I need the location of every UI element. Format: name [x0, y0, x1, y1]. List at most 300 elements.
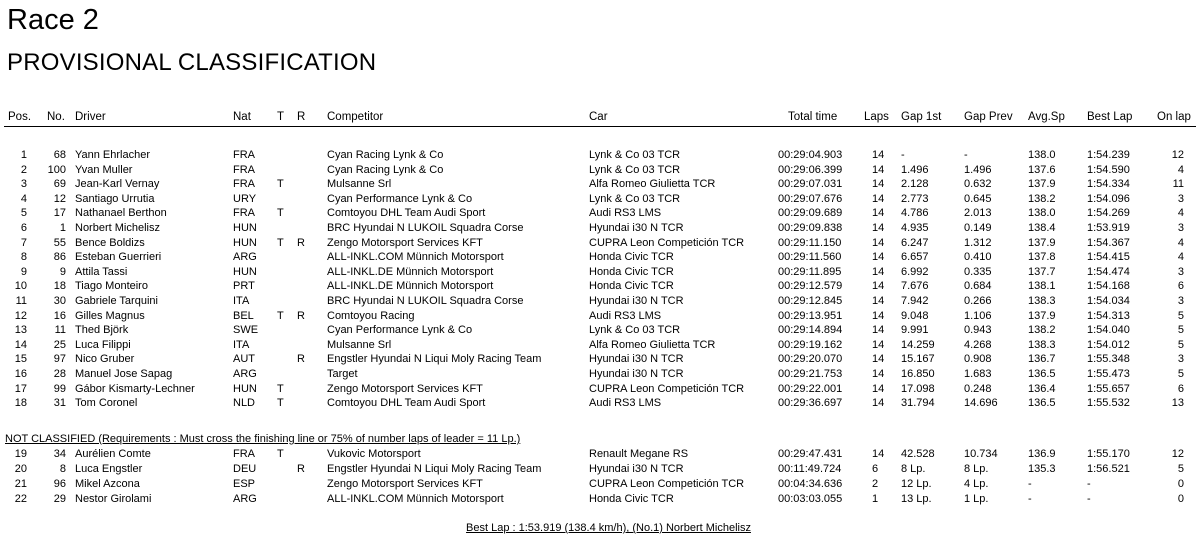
cell-avg-sp: 137.9: [1028, 309, 1056, 322]
cell-nat: AUT: [233, 353, 255, 366]
cell-driver: Bence Boldizs: [75, 236, 145, 249]
cell-pos: 6: [20, 222, 27, 234]
cell-no: 68: [53, 149, 66, 161]
cell-best-lap: 1:54.040: [1087, 324, 1130, 337]
cell-avg-sp: 137.7: [1028, 265, 1056, 278]
cell-laps: 14: [872, 207, 885, 220]
col-header-best-lap: Best Lap: [1087, 111, 1133, 123]
cell-laps: 14: [872, 353, 885, 366]
cell-no: 29: [53, 493, 66, 505]
cell-car: Hyundai i30 N TCR: [589, 463, 684, 475]
table-row: [0, 177, 1200, 192]
cell-on-lap: 3: [1177, 295, 1184, 307]
cell-avg-sp: 138.4: [1028, 222, 1056, 234]
cell-total-time: 00:29:13.951: [778, 309, 843, 322]
cell-best-lap: 1:54.168: [1087, 280, 1130, 293]
cell-on-lap: 3: [1177, 353, 1184, 366]
cell-laps: 14: [872, 222, 885, 234]
cell-car: Hyundai i30 N TCR: [589, 353, 684, 366]
cell-nat: PRT: [233, 280, 255, 293]
cell-best-lap: 1:54.239: [1087, 149, 1130, 161]
header-divider: [4, 126, 1196, 127]
cell-avg-sp: -: [1028, 478, 1032, 490]
cell-competitor: ALL-INKL.COM Münnich Motorsport: [327, 251, 504, 264]
cell-avg-sp: 136.7: [1028, 353, 1056, 366]
cell-on-lap: 5: [1177, 309, 1184, 322]
cell-no: 16: [53, 309, 66, 322]
cell-nat: ARG: [233, 251, 257, 264]
cell-total-time: 00:29:09.689: [778, 207, 843, 220]
cell-laps: 14: [872, 338, 885, 351]
cell-gap-prev: 0.908: [964, 353, 992, 366]
cell-gap-1st: 15.167: [901, 353, 935, 366]
table-row: [0, 323, 1200, 338]
cell-total-time: 00:29:12.579: [778, 280, 843, 293]
col-header-total-time: Total time: [788, 111, 838, 123]
cell-no: 17: [53, 207, 66, 220]
cell-best-lap: 1:56.521: [1087, 463, 1130, 475]
col-header-car: Car: [589, 111, 608, 123]
cell-best-lap: 1:53.919: [1087, 222, 1130, 234]
cell-nat: FRA: [233, 178, 255, 191]
cell-gap-prev: 0.632: [964, 178, 992, 191]
cell-pos: 4: [20, 192, 27, 205]
cell-total-time: 00:04:34.636: [778, 478, 843, 490]
col-header-gap-prev: Gap Prev: [964, 111, 1013, 123]
cell-on-lap: 6: [1177, 280, 1184, 293]
cell-nat: HUN: [233, 265, 257, 278]
cell-laps: 14: [872, 368, 885, 380]
cell-best-lap: 1:54.334: [1087, 178, 1130, 191]
cell-gap-1st: 6.247: [901, 236, 929, 249]
cell-total-time: 00:29:07.031: [778, 178, 843, 191]
table-row: [0, 279, 1200, 294]
cell-gap-1st: 9.991: [901, 324, 929, 337]
cell-gap-1st: 6.992: [901, 265, 929, 278]
cell-best-lap: -: [1087, 493, 1091, 505]
cell-no: 97: [53, 353, 66, 366]
cell-pos: 13: [14, 324, 27, 337]
cell-best-lap: 1:54.096: [1087, 192, 1130, 205]
table-row: [0, 338, 1200, 353]
cell-gap-prev: 14.696: [964, 397, 998, 410]
cell-car: Honda Civic TCR: [589, 493, 674, 505]
cell-nat: ARG: [233, 493, 257, 505]
cell-car: Audi RS3 LMS: [589, 309, 662, 322]
cell-driver: Nestor Girolami: [75, 493, 152, 505]
cell-gap-prev: 2.013: [964, 207, 992, 220]
cell-best-lap: 1:54.590: [1087, 163, 1130, 176]
cell-no: 31: [53, 397, 66, 410]
cell-avg-sp: -: [1028, 493, 1032, 505]
cell-no: 12: [53, 192, 66, 205]
cell-t: T: [277, 236, 284, 249]
cell-car: Audi RS3 LMS: [589, 397, 662, 410]
cell-nat: DEU: [233, 463, 257, 475]
cell-t: T: [277, 397, 284, 410]
cell-on-lap: 12: [1171, 149, 1184, 161]
cell-laps: 2: [872, 478, 879, 490]
cell-driver: Attila Tassi: [75, 265, 128, 278]
cell-best-lap: 1:55.348: [1087, 353, 1130, 366]
cell-pos: 8: [20, 251, 27, 264]
cell-gap-prev: 1.106: [964, 309, 992, 322]
cell-no: 28: [53, 368, 66, 380]
cell-best-lap: 1:54.313: [1087, 309, 1130, 322]
cell-no: 55: [53, 236, 66, 249]
cell-on-lap: 11: [1172, 178, 1184, 191]
cell-competitor: Vukovic Motorsport: [327, 448, 421, 460]
cell-r: R: [297, 236, 305, 249]
cell-on-lap: 0: [1177, 493, 1184, 505]
cell-gap-1st: 13 Lp.: [901, 493, 932, 505]
cell-total-time: 00:29:06.399: [778, 163, 843, 176]
table-row: [0, 382, 1200, 397]
table-row: [0, 163, 1200, 178]
cell-total-time: 00:29:11.560: [778, 251, 842, 264]
cell-no: 25: [53, 338, 66, 351]
cell-competitor: Comtoyou Racing: [327, 309, 415, 322]
cell-pos: 17: [14, 382, 27, 395]
cell-driver: Esteban Guerrieri: [75, 251, 162, 264]
cell-avg-sp: 138.2: [1028, 324, 1056, 337]
table-row: [0, 221, 1200, 236]
cell-total-time: 00:29:11.150: [778, 236, 842, 249]
col-header-avg-speed: Avg.Sp: [1028, 111, 1065, 123]
cell-pos: 1: [20, 149, 27, 161]
cell-nat: HUN: [233, 382, 257, 395]
cell-pos: 11: [15, 295, 27, 307]
cell-avg-sp: 138.1: [1028, 280, 1056, 293]
cell-competitor: ALL-INKL.COM Münnich Motorsport: [327, 493, 504, 505]
cell-driver: Aurélien Comte: [75, 448, 151, 460]
cell-gap-prev: 0.149: [964, 222, 992, 234]
cell-car: Honda Civic TCR: [589, 280, 674, 293]
cell-car: Alfa Romeo Giulietta TCR: [589, 338, 716, 351]
table-row: [0, 396, 1200, 411]
cell-competitor: BRC Hyundai N LUKOIL Squadra Corse: [327, 295, 524, 307]
cell-nat: URY: [233, 192, 257, 205]
cell-best-lap: 1:55.532: [1087, 397, 1130, 410]
col-header-on-lap: On lap: [1157, 111, 1191, 123]
cell-total-time: 00:29:12.845: [778, 295, 843, 307]
cell-nat: FRA: [233, 163, 255, 176]
cell-nat: ITA: [233, 338, 250, 351]
cell-laps: 14: [872, 251, 885, 264]
cell-gap-1st: 31.794: [901, 397, 935, 410]
cell-nat: SWE: [233, 324, 259, 337]
cell-gap-prev: 1.496: [964, 163, 992, 176]
cell-gap-1st: 1.496: [901, 163, 929, 176]
cell-competitor: Mulsanne Srl: [327, 178, 392, 191]
cell-on-lap: 5: [1177, 368, 1184, 380]
cell-no: 18: [53, 280, 66, 293]
cell-gap-1st: 17.098: [901, 382, 935, 395]
cell-total-time: 00:29:36.697: [778, 397, 843, 410]
cell-car: Renault Megane RS: [589, 448, 689, 460]
cell-gap-prev: 0.645: [964, 192, 992, 205]
cell-pos: 10: [14, 280, 27, 293]
cell-car: Lynk & Co 03 TCR: [589, 163, 681, 176]
cell-driver: Nico Gruber: [75, 353, 135, 366]
cell-gap-prev: -: [964, 149, 968, 161]
cell-avg-sp: 136.5: [1028, 397, 1056, 410]
cell-total-time: 00:29:21.753: [778, 368, 843, 380]
cell-no: 99: [53, 382, 66, 395]
cell-driver: Jean-Karl Vernay: [75, 178, 160, 191]
cell-no: 8: [59, 463, 66, 475]
cell-avg-sp: 137.6: [1028, 163, 1056, 176]
cell-r: R: [297, 463, 305, 475]
cell-competitor: ALL-INKL.DE Münnich Motorsport: [327, 265, 494, 278]
cell-gap-prev: 1.683: [964, 368, 992, 380]
cell-competitor: Comtoyou DHL Team Audi Sport: [327, 397, 486, 410]
cell-nat: FRA: [233, 149, 255, 161]
cell-competitor: ALL-INKL.DE Münnich Motorsport: [327, 280, 494, 293]
cell-total-time: 00:29:14.894: [778, 324, 843, 337]
cell-competitor: Zengo Motorsport Services KFT: [327, 236, 483, 249]
not-classified-note: NOT CLASSIFIED (Requirements : Must cross the finishing line or 75% of number laps of leader = 11 Lp.): [5, 433, 521, 445]
cell-on-lap: 13: [1171, 397, 1184, 410]
cell-car: Lynk & Co 03 TCR: [589, 324, 681, 337]
cell-gap-prev: 8 Lp.: [964, 463, 989, 475]
cell-on-lap: 12: [1171, 448, 1184, 460]
table-row: [0, 250, 1200, 265]
cell-no: 11: [54, 324, 66, 337]
cell-laps: 14: [872, 236, 885, 249]
page-title: Race 2: [7, 4, 99, 36]
cell-best-lap: 1:54.012: [1087, 338, 1130, 351]
table-header: [0, 110, 1200, 125]
cell-laps: 14: [872, 309, 885, 322]
cell-gap-prev: 0.248: [964, 382, 992, 395]
col-header-no: No.: [47, 111, 65, 123]
cell-driver: Mikel Azcona: [75, 478, 140, 490]
cell-nat: ITA: [233, 295, 250, 307]
cell-total-time: 00:29:47.431: [778, 448, 843, 460]
cell-no: 30: [53, 295, 66, 307]
table-row: [0, 265, 1200, 280]
cell-gap-prev: 1 Lp.: [964, 493, 989, 505]
cell-best-lap: 1:54.415: [1087, 251, 1130, 264]
col-header-gap-1st: Gap 1st: [901, 111, 942, 123]
cell-driver: Luca Filippi: [75, 338, 131, 351]
cell-gap-1st: 42.528: [901, 448, 935, 460]
cell-gap-1st: 16.850: [901, 368, 935, 380]
cell-gap-1st: 8 Lp.: [901, 463, 926, 475]
cell-r: R: [297, 309, 305, 322]
cell-gap-prev: 0.266: [964, 295, 992, 307]
cell-laps: 14: [872, 324, 885, 337]
cell-pos: 7: [20, 236, 27, 249]
cell-competitor: Comtoyou DHL Team Audi Sport: [327, 207, 486, 220]
cell-driver: Santiago Urrutia: [75, 192, 155, 205]
cell-total-time: 00:29:04.903: [778, 149, 843, 161]
cell-driver: Yvan Muller: [75, 163, 133, 176]
cell-best-lap: 1:55.170: [1087, 448, 1130, 460]
table-row: [0, 294, 1200, 309]
cell-pos: 5: [20, 207, 27, 220]
cell-on-lap: 5: [1177, 324, 1184, 337]
table-row: [0, 447, 1200, 462]
cell-laps: 14: [872, 163, 885, 176]
cell-total-time: 00:29:22.001: [778, 382, 843, 395]
cell-t: T: [277, 207, 284, 220]
cell-car: Honda Civic TCR: [589, 251, 674, 264]
cell-t: T: [277, 382, 284, 395]
cell-nat: ESP: [233, 478, 256, 490]
cell-gap-1st: 2.128: [901, 178, 929, 191]
cell-avg-sp: 135.3: [1028, 463, 1056, 475]
cell-avg-sp: 136.9: [1028, 448, 1056, 460]
cell-on-lap: 4: [1177, 251, 1184, 264]
cell-competitor: Cyan Performance Lynk & Co: [327, 192, 473, 205]
cell-driver: Yann Ehrlacher: [75, 149, 151, 161]
cell-gap-prev: 0.335: [964, 265, 992, 278]
cell-avg-sp: 138.0: [1028, 149, 1056, 161]
cell-nat: FRA: [233, 448, 255, 460]
table-row: [0, 477, 1200, 492]
cell-on-lap: 4: [1177, 163, 1184, 176]
cell-best-lap: -: [1087, 478, 1091, 490]
cell-pos: 2: [20, 163, 27, 176]
cell-pos: 20: [14, 463, 27, 475]
table-row: [0, 192, 1200, 207]
cell-competitor: Target: [327, 368, 358, 380]
cell-total-time: 00:29:11.895: [778, 265, 842, 278]
cell-nat: FRA: [233, 207, 255, 220]
cell-pos: 18: [14, 397, 27, 410]
cell-competitor: BRC Hyundai N LUKOIL Squadra Corse: [327, 222, 524, 234]
cell-t: T: [277, 309, 284, 322]
cell-no: 86: [53, 251, 66, 264]
cell-laps: 14: [872, 448, 885, 460]
cell-laps: 6: [872, 463, 879, 475]
cell-on-lap: 4: [1177, 236, 1184, 249]
cell-pos: 16: [14, 368, 27, 380]
table-row: [0, 206, 1200, 221]
page-subtitle: PROVISIONAL CLASSIFICATION: [7, 49, 377, 76]
cell-driver: Norbert Michelisz: [75, 222, 160, 234]
cell-gap-prev: 1.312: [964, 236, 992, 249]
cell-car: Hyundai i30 N TCR: [589, 295, 684, 307]
cell-competitor: Zengo Motorsport Services KFT: [327, 382, 483, 395]
cell-gap-1st: 4.786: [901, 207, 929, 220]
cell-gap-1st: 7.942: [901, 295, 929, 307]
cell-avg-sp: 138.3: [1028, 338, 1056, 351]
cell-no: 1: [59, 222, 66, 234]
cell-gap-prev: 10.734: [964, 448, 998, 460]
cell-driver: Manuel Jose Sapag: [75, 368, 173, 380]
cell-driver: Gábor Kismarty-Lechner: [75, 382, 195, 395]
cell-car: Audi RS3 LMS: [589, 207, 662, 220]
cell-driver: Tom Coronel: [75, 397, 138, 410]
cell-laps: 14: [872, 192, 885, 205]
cell-gap-prev: 4 Lp.: [964, 478, 989, 490]
cell-no: 69: [53, 178, 66, 191]
cell-pos: 21: [14, 478, 27, 490]
cell-nat: NLD: [233, 397, 256, 410]
cell-total-time: 00:29:07.676: [778, 192, 843, 205]
cell-on-lap: 0: [1177, 478, 1184, 490]
col-header-driver: Driver: [75, 111, 106, 123]
cell-laps: 14: [872, 178, 885, 191]
best-lap-footer: Best Lap : 1:53.919 (138.4 km/h), (No.1) Norbert Michelisz: [466, 522, 751, 534]
cell-car: Hyundai i30 N TCR: [589, 222, 684, 234]
cell-laps: 14: [872, 280, 885, 293]
cell-on-lap: 5: [1177, 463, 1184, 475]
col-header-t: T: [277, 111, 285, 123]
cell-pos: 12: [14, 309, 27, 322]
table-row: [0, 367, 1200, 382]
cell-competitor: Cyan Performance Lynk & Co: [327, 324, 473, 337]
cell-nat: HUN: [233, 236, 257, 249]
cell-avg-sp: 136.5: [1028, 368, 1056, 380]
cell-pos: 19: [14, 448, 27, 460]
cell-car: CUPRA Leon Competición TCR: [589, 236, 745, 249]
cell-gap-1st: 6.657: [901, 251, 929, 264]
cell-competitor: Cyan Racing Lynk & Co: [327, 149, 444, 161]
cell-best-lap: 1:55.473: [1087, 368, 1130, 380]
cell-car: Honda Civic TCR: [589, 265, 674, 278]
cell-r: R: [297, 353, 305, 366]
cell-on-lap: 3: [1177, 265, 1184, 278]
cell-competitor: Cyan Racing Lynk & Co: [327, 163, 444, 176]
col-header-r: R: [297, 111, 306, 123]
cell-total-time: 00:29:19.162: [778, 338, 843, 351]
cell-gap-1st: -: [901, 149, 905, 161]
cell-laps: 14: [872, 149, 885, 161]
cell-pos: 15: [14, 353, 27, 366]
cell-on-lap: 4: [1177, 207, 1184, 220]
cell-best-lap: 1:54.269: [1087, 207, 1130, 220]
cell-t: T: [277, 178, 284, 191]
cell-total-time: 00:29:09.838: [778, 222, 843, 234]
col-header-laps: Laps: [864, 111, 889, 123]
cell-car: Hyundai i30 N TCR: [589, 368, 684, 380]
cell-no: 96: [53, 478, 66, 490]
cell-avg-sp: 138.2: [1028, 192, 1056, 205]
cell-gap-1st: 9.048: [901, 309, 929, 322]
cell-driver: Gilles Magnus: [75, 309, 145, 322]
cell-no: 100: [47, 163, 66, 176]
col-header-pos: Pos.: [8, 111, 32, 123]
cell-nat: HUN: [233, 222, 257, 234]
cell-best-lap: 1:54.367: [1087, 236, 1130, 249]
cell-no: 9: [59, 265, 66, 278]
cell-competitor: Zengo Motorsport Services KFT: [327, 478, 483, 490]
cell-nat: BEL: [233, 309, 254, 322]
cell-no: 34: [53, 448, 66, 460]
cell-best-lap: 1:54.034: [1087, 295, 1130, 307]
cell-car: Alfa Romeo Giulietta TCR: [589, 178, 716, 191]
cell-total-time: 00:11:49.724: [778, 463, 842, 475]
cell-gap-1st: 12 Lp.: [901, 478, 932, 490]
cell-total-time: 00:03:03.055: [778, 493, 843, 505]
col-header-nat: Nat: [233, 111, 251, 123]
cell-car: CUPRA Leon Competición TCR: [589, 382, 745, 395]
cell-competitor: Engstler Hyundai N Liqui Moly Racing Team: [327, 353, 542, 366]
cell-avg-sp: 137.9: [1028, 178, 1056, 191]
cell-laps: 1: [872, 493, 879, 505]
table-row: [0, 462, 1200, 477]
cell-competitor: Mulsanne Srl: [327, 338, 392, 351]
cell-laps: 14: [872, 397, 885, 410]
cell-avg-sp: 138.3: [1028, 295, 1056, 307]
cell-nat: ARG: [233, 368, 257, 380]
cell-avg-sp: 137.9: [1028, 236, 1056, 249]
cell-pos: 3: [20, 178, 27, 191]
